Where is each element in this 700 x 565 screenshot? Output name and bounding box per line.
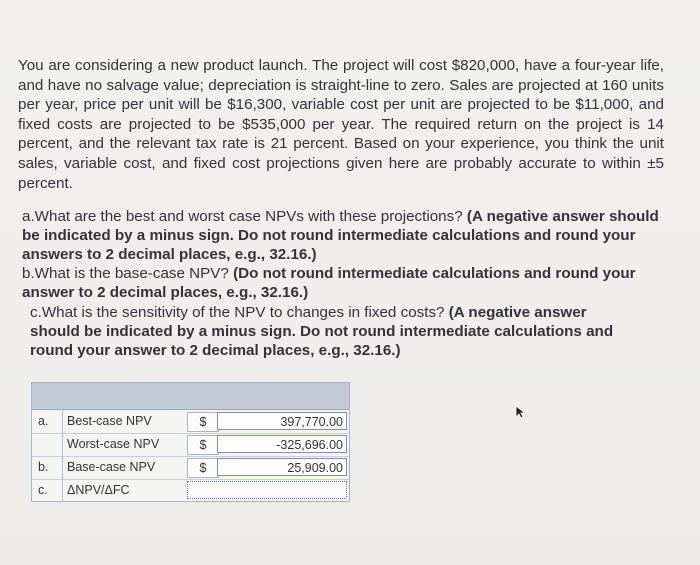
problem-statement: You are considering a new product launch. The project will cost $820,000, have a four-year life, and have no salvage value; depreciation is straight-line to zero. Sales are projected at 160 units per year, price per unit will be $16,300, variable cost per unit are projected to be $11,000, and fixed costs are projected to be $535,000 per year. The required return on the project is 14 percent, and the relevant tax rate is 21 percent. Based on your experience, you think the unit sales, variable cost, and fixed cost projections given here are probably accurate to within ±5 percent.	[18, 57, 664, 192]
currency-symbol: $	[187, 412, 219, 432]
question-a-instruction: (A negative answer should be indicated by a minus sign. Do not round intermediate calculations and round your answers to 2 decimal places, e.g., 32.16.)	[22, 208, 659, 263]
question-b	[22, 264, 662, 302]
answer-row-label: Best-case NPV	[62, 410, 187, 433]
mouse-pointer-icon	[514, 405, 528, 419]
question-b-instruction: (Do not round intermediate calculations and round your answer to 2 decimal places, e.g., 32.16.)	[22, 265, 636, 301]
answer-row-label: Worst-case NPV	[62, 433, 187, 456]
answer-table	[31, 382, 350, 502]
currency-symbol: $	[187, 435, 219, 455]
best-case-npv-input[interactable]: 397,770.00	[217, 412, 347, 430]
sensitivity-input[interactable]	[187, 481, 347, 499]
answer-table-header	[32, 383, 349, 410]
answer-row-letter: b.	[38, 460, 49, 474]
question-b-letter: b.	[22, 265, 35, 282]
answer-row-sensitivity	[32, 479, 349, 502]
answer-row-label: Base-case NPV	[62, 456, 187, 479]
question-a-text: What are the best and worst case NPVs with these projections?	[34, 208, 463, 225]
answer-row-base-case	[32, 456, 349, 480]
question-b-text: What is the base-case NPV?	[34, 265, 229, 282]
answer-row-label: ΔNPV/ΔFC	[62, 479, 187, 502]
question-a	[22, 207, 662, 264]
question-c-text: What is the sensitivity of the NPV to changes in fixed costs?	[41, 304, 445, 321]
worst-case-npv-input[interactable]: -325,696.00	[217, 435, 347, 453]
answer-row-worst-case	[32, 433, 349, 457]
question-c	[30, 303, 640, 360]
answer-row-letter: c.	[38, 483, 48, 497]
question-a-letter: a.	[22, 208, 35, 225]
question-c-instruction: (A negative answer should be indicated by a minus sign. Do not round intermediate calculations and round your answer to 2 decimal places, e.g., 32.16.)	[30, 304, 614, 359]
question-c-letter: c.	[30, 304, 42, 321]
answer-row-letter: a.	[38, 414, 49, 428]
base-case-npv-input[interactable]: 25,909.00	[217, 458, 347, 476]
answer-row-best-case	[32, 410, 349, 434]
currency-symbol: $	[187, 458, 219, 478]
